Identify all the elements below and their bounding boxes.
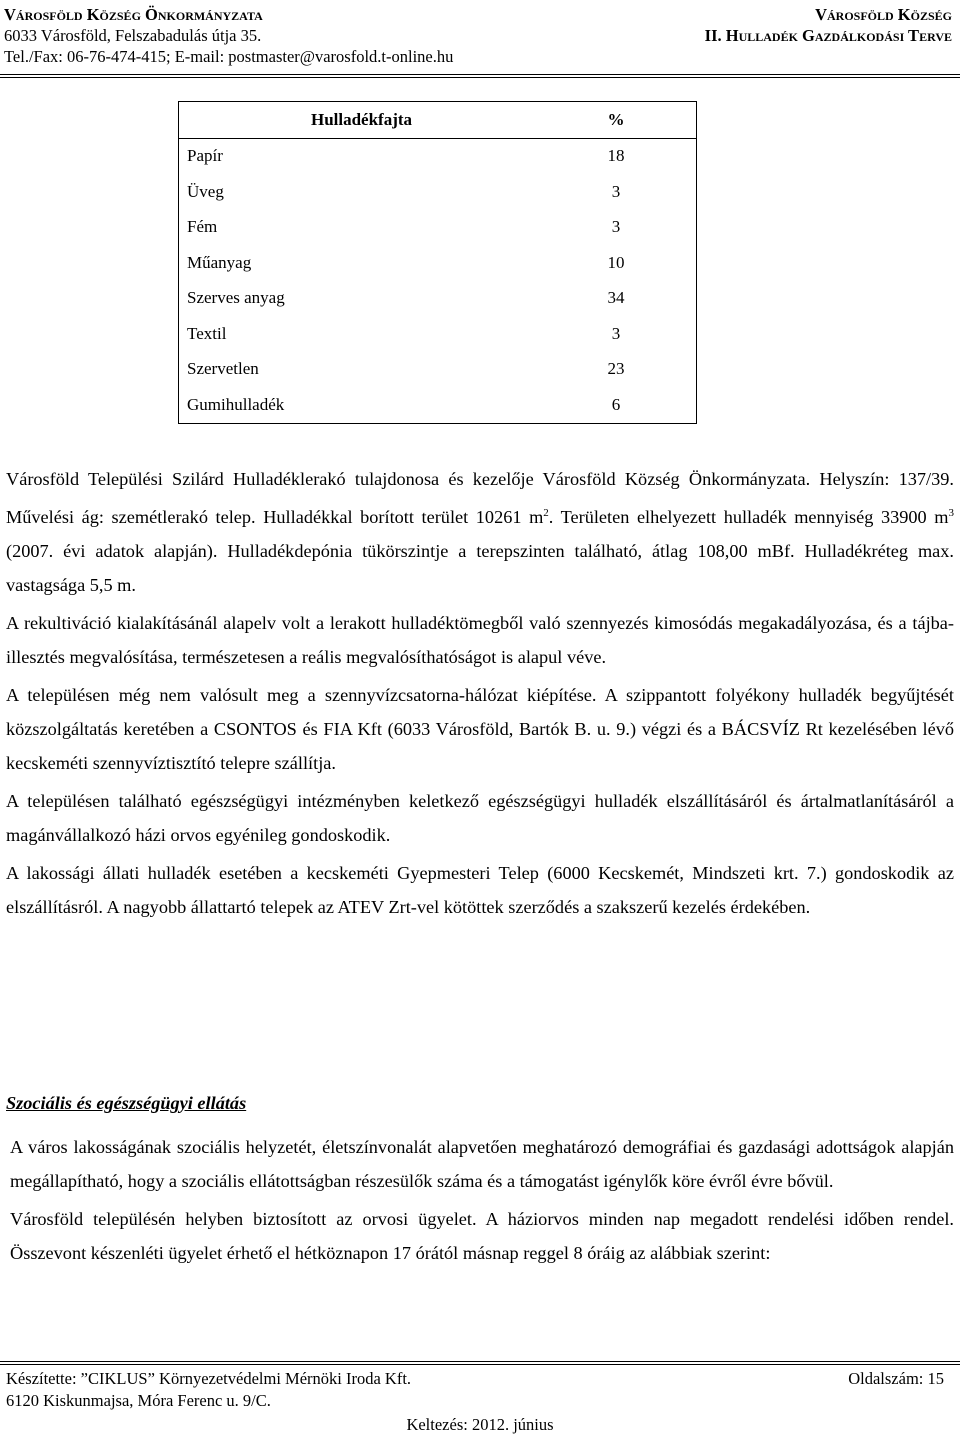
paragraph-sewage: A településen még nem valósult meg a szennyvízcsatorna-hálózat kiépítése. A szippantott folyékony hulladék begyűjtését közszolgáltatás keretében a CSONTOS és FIA Kft (6033 Városföld, Bartók B. u. 9.) végzi és a BÁCSVÍZ Rt kezelésében lévő kecskeméti szennyvíztisztító telepre szállítja. xyxy=(6,685,954,774)
page-header xyxy=(4,4,956,74)
paragraph-social: A város lakosságának szociális helyzetét, életszínvonalát alapvetően meghatározó demográfiai és gazdasági adottságok alapján megállapítható, hogy a szociális ellátottságban részesülők száma és a támogatást igénylők köre évről évre bővül. xyxy=(10,1137,954,1191)
table-row xyxy=(179,245,697,281)
table-row xyxy=(179,210,697,246)
col-header-type: Hulladékfajta xyxy=(179,102,537,139)
table-row xyxy=(179,352,697,388)
footer-page-number: Oldalszám: 15 xyxy=(848,1369,944,1388)
table-row xyxy=(179,387,697,423)
cell-pct: 10 xyxy=(607,252,625,272)
section-title: Szociális és egészségügyi ellátás xyxy=(6,1093,247,1113)
social-text-block xyxy=(10,1130,954,1270)
paragraph-medical-duty: Városföld településén helyben biztosított az orvosi ügyelet. A háziorvos minden nap megadott rendelési időben rendel. Összevont készenléti ügyelet érhető el hétköznapon 17 órától másnap reggel 8 óráig az alábbiak szerint: xyxy=(10,1209,954,1263)
page-footer xyxy=(6,1368,954,1434)
cell-pct: 3 xyxy=(611,181,621,201)
superscript-area: 2 xyxy=(543,507,549,519)
cell-type: Szerves anyag xyxy=(187,288,285,308)
footer-rule-thin xyxy=(0,1364,960,1365)
cell-type: Papír xyxy=(187,146,223,166)
waste-composition-table xyxy=(178,101,697,424)
cell-pct: 3 xyxy=(611,323,621,343)
footer-date: Keltezés: 2012. június xyxy=(406,1415,554,1434)
header-rule-thin xyxy=(0,77,960,78)
cell-pct: 23 xyxy=(607,359,625,379)
header-right-subtitle: II. Hulladék Gazdálkodási Terve xyxy=(704,26,952,45)
header-rule xyxy=(0,74,960,75)
cell-pct: 34 xyxy=(607,288,625,308)
org-address: 6033 Városföld, Felszabadulás útja 35. xyxy=(4,26,262,45)
landfill-text-block xyxy=(6,462,954,924)
paragraph-landfill-part2: . Területen elhelyezett hulladék mennyiség 33900 m xyxy=(548,507,949,528)
table-row xyxy=(179,174,697,210)
header-right xyxy=(705,4,952,46)
col-header-pct: % xyxy=(536,102,697,139)
paragraph-landfill xyxy=(6,462,954,602)
cell-type: Üveg xyxy=(187,181,224,201)
cell-pct: 3 xyxy=(611,217,621,237)
paragraph-landfill-part3: (2007. évi adatok alapján). Hulladékdepónia tükörszintje a terepszinten található, átlag 108,00 mBf. Hulladékréteg max. vastagsága 5,5 m. xyxy=(6,541,954,596)
paragraph-landfill-part1: Városföld Települési Szilárd Hulladéklerakó tulajdonosa és kezelője Városföld Község Önkormányzata. Helyszín: 137/39. Művelési ág: szemétlerakó telep. Hulladékkal borított terület 10261 m xyxy=(6,469,954,528)
cell-type: Szervetlen xyxy=(187,359,259,379)
org-name: Városföld Község Önkormányzata xyxy=(4,5,263,24)
cell-pct: 18 xyxy=(607,146,625,166)
org-contact: Tel./Fax: 06-76-474-415; E-mail: postmaster@varosfold.t-online.hu xyxy=(4,47,454,66)
paragraph-animal-waste: A lakossági állati hulladék esetében a kecskeméti Gyepmesteri Telep (6000 Kecskemét, Mindszeti krt. 7.) gondoskodik az elszállításról. A nagyobb állattartó telepek az ATEV Zrt-vel kötöttek szerződés a szakszerű kezelés érdekében. xyxy=(6,863,954,918)
cell-type: Fém xyxy=(187,217,218,237)
footer-made-by: Készítette: ”CIKLUS” Környezetvédelmi Mérnöki Iroda Kft. xyxy=(6,1369,412,1388)
table-row xyxy=(179,281,697,317)
cell-type: Textil xyxy=(187,323,227,343)
cell-pct: 6 xyxy=(611,394,621,414)
table-header-row xyxy=(179,102,697,139)
footer-rule xyxy=(0,1361,960,1362)
paragraph-recultivation: A rekultiváció kialakításánál alapelv volt a lerakott hulladéktömegből való szennyezés kimosódás megakadályozása, és a tájba-illesztés megvalósítása, természetesen a reális megvalósíthatóságot is alapul véve. xyxy=(6,613,954,668)
footer-address: 6120 Kiskunmajsa, Móra Ferenc u. 9/C. xyxy=(6,1391,271,1410)
cell-type: Műanyag xyxy=(187,252,252,272)
paragraph-medical-waste: A településen található egészségügyi intézményben keletkező egészségügyi hulladék elszállításáról és ártalmatlanításáról a magánvállalkozó házi orvos egyénileg gondoskodik. xyxy=(6,791,954,846)
header-right-title: Városföld Község xyxy=(815,5,952,24)
header-left xyxy=(4,4,453,67)
cell-type: Gumihulladék xyxy=(187,394,285,414)
table-row xyxy=(179,138,697,174)
table-row xyxy=(179,316,697,352)
superscript-volume: 3 xyxy=(948,507,954,519)
